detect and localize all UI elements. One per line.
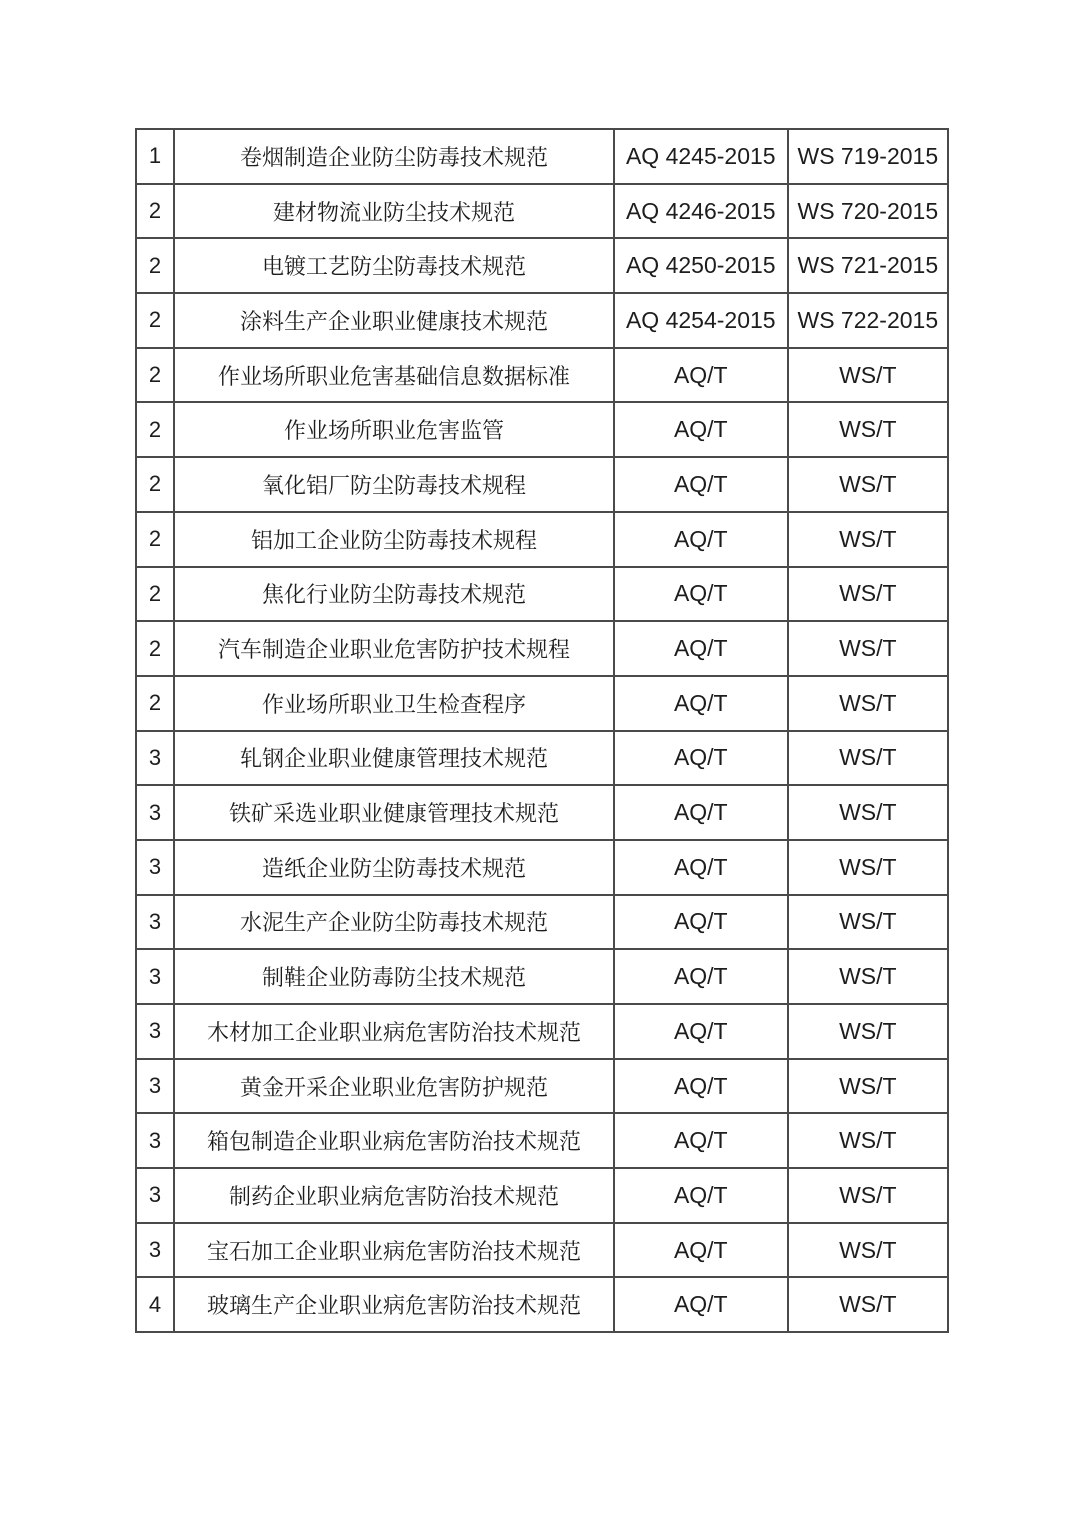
aq-code-cell: AQ 4254-2015: [614, 293, 788, 348]
ws-code-cell: WS/T: [788, 676, 948, 731]
standard-name-cell: 电镀工艺防尘防毒技术规范: [174, 238, 614, 293]
table-row: [136, 731, 948, 786]
ws-code-cell: WS/T: [788, 1223, 948, 1278]
row-index-cell: 2: [136, 512, 174, 567]
standard-name-cell: 铝加工企业防尘防毒技术规程: [174, 512, 614, 567]
ws-code-cell: WS/T: [788, 1277, 948, 1332]
aq-code-cell: AQ/T: [614, 1113, 788, 1168]
table-row: [136, 402, 948, 457]
aq-code-cell: AQ/T: [614, 949, 788, 1004]
aq-code-cell: AQ/T: [614, 1277, 788, 1332]
aq-code-cell: AQ/T: [614, 567, 788, 622]
standard-name-cell: 轧钢企业职业健康管理技术规范: [174, 731, 614, 786]
row-index-cell: 2: [136, 348, 174, 403]
row-index-cell: 2: [136, 621, 174, 676]
table-row: [136, 457, 948, 512]
ws-code-cell: WS/T: [788, 1004, 948, 1059]
ws-code-cell: WS/T: [788, 402, 948, 457]
row-index-cell: 2: [136, 676, 174, 731]
table-row: [136, 1113, 948, 1168]
standard-name-cell: 氧化铝厂防尘防毒技术规程: [174, 457, 614, 512]
standard-name-cell: 造纸企业防尘防毒技术规范: [174, 840, 614, 895]
row-index-cell: 2: [136, 238, 174, 293]
table-row: [136, 512, 948, 567]
aq-code-cell: AQ/T: [614, 1059, 788, 1114]
standard-name-cell: 宝石加工企业职业病危害防治技术规范: [174, 1223, 614, 1278]
standard-name-cell: 建材物流业防尘技术规范: [174, 184, 614, 239]
ws-code-cell: WS/T: [788, 621, 948, 676]
table-row: [136, 676, 948, 731]
row-index-cell: 1: [136, 129, 174, 184]
standard-name-cell: 制鞋企业防毒防尘技术规范: [174, 949, 614, 1004]
aq-code-cell: AQ/T: [614, 895, 788, 950]
standard-name-cell: 木材加工企业职业病危害防治技术规范: [174, 1004, 614, 1059]
standard-name-cell: 玻璃生产企业职业病危害防治技术规范: [174, 1277, 614, 1332]
row-index-cell: 3: [136, 1168, 174, 1223]
ws-code-cell: WS/T: [788, 348, 948, 403]
standard-name-cell: 作业场所职业危害监管: [174, 402, 614, 457]
aq-code-cell: AQ/T: [614, 731, 788, 786]
aq-code-cell: AQ/T: [614, 457, 788, 512]
ws-code-cell: WS/T: [788, 1113, 948, 1168]
table-row: [136, 895, 948, 950]
row-index-cell: 2: [136, 567, 174, 622]
table-row: [136, 949, 948, 1004]
aq-code-cell: AQ/T: [614, 621, 788, 676]
ws-code-cell: WS/T: [788, 1059, 948, 1114]
standard-name-cell: 黄金开采企业职业危害防护规范: [174, 1059, 614, 1114]
table-row: [136, 840, 948, 895]
aq-code-cell: AQ/T: [614, 512, 788, 567]
row-index-cell: 4: [136, 1277, 174, 1332]
standard-name-cell: 箱包制造企业职业病危害防治技术规范: [174, 1113, 614, 1168]
row-index-cell: 3: [136, 1113, 174, 1168]
row-index-cell: 2: [136, 293, 174, 348]
ws-code-cell: WS 719-2015: [788, 129, 948, 184]
ws-code-cell: WS 720-2015: [788, 184, 948, 239]
aq-code-cell: AQ/T: [614, 785, 788, 840]
standard-name-cell: 焦化行业防尘防毒技术规范: [174, 567, 614, 622]
row-index-cell: 3: [136, 1059, 174, 1114]
ws-code-cell: WS/T: [788, 457, 948, 512]
ws-code-cell: WS/T: [788, 895, 948, 950]
table-row: [136, 1277, 948, 1332]
ws-code-cell: WS/T: [788, 840, 948, 895]
ws-code-cell: WS 721-2015: [788, 238, 948, 293]
standard-name-cell: 制药企业职业病危害防治技术规范: [174, 1168, 614, 1223]
aq-code-cell: AQ 4250-2015: [614, 238, 788, 293]
standard-name-cell: 作业场所职业卫生检查程序: [174, 676, 614, 731]
row-index-cell: 3: [136, 840, 174, 895]
table-row: [136, 567, 948, 622]
aq-code-cell: AQ/T: [614, 840, 788, 895]
aq-code-cell: AQ/T: [614, 1223, 788, 1278]
row-index-cell: 2: [136, 402, 174, 457]
standard-name-cell: 作业场所职业危害基础信息数据标准: [174, 348, 614, 403]
table-row: [136, 293, 948, 348]
table-row: [136, 184, 948, 239]
standard-name-cell: 铁矿采选业职业健康管理技术规范: [174, 785, 614, 840]
aq-code-cell: AQ 4245-2015: [614, 129, 788, 184]
table-row: [136, 785, 948, 840]
row-index-cell: 3: [136, 731, 174, 786]
table-row: [136, 1223, 948, 1278]
standard-name-cell: 卷烟制造企业防尘防毒技术规范: [174, 129, 614, 184]
row-index-cell: 2: [136, 457, 174, 512]
row-index-cell: 2: [136, 184, 174, 239]
row-index-cell: 3: [136, 785, 174, 840]
standard-name-cell: 汽车制造企业职业危害防护技术规程: [174, 621, 614, 676]
ws-code-cell: WS 722-2015: [788, 293, 948, 348]
ws-code-cell: WS/T: [788, 567, 948, 622]
row-index-cell: 3: [136, 1223, 174, 1278]
aq-code-cell: AQ/T: [614, 402, 788, 457]
ws-code-cell: WS/T: [788, 785, 948, 840]
table-row: [136, 1059, 948, 1114]
standards-table: [135, 128, 949, 1333]
standard-name-cell: 水泥生产企业防尘防毒技术规范: [174, 895, 614, 950]
aq-code-cell: AQ/T: [614, 348, 788, 403]
table-row: [136, 238, 948, 293]
aq-code-cell: AQ/T: [614, 1004, 788, 1059]
row-index-cell: 3: [136, 1004, 174, 1059]
row-index-cell: 3: [136, 949, 174, 1004]
table-row: [136, 1004, 948, 1059]
aq-code-cell: AQ 4246-2015: [614, 184, 788, 239]
ws-code-cell: WS/T: [788, 731, 948, 786]
aq-code-cell: AQ/T: [614, 1168, 788, 1223]
standard-name-cell: 涂料生产企业职业健康技术规范: [174, 293, 614, 348]
table-row: [136, 129, 948, 184]
aq-code-cell: AQ/T: [614, 676, 788, 731]
table-row: [136, 348, 948, 403]
ws-code-cell: WS/T: [788, 512, 948, 567]
ws-code-cell: WS/T: [788, 949, 948, 1004]
row-index-cell: 3: [136, 895, 174, 950]
ws-code-cell: WS/T: [788, 1168, 948, 1223]
standards-table-body: [136, 129, 948, 1332]
table-row: [136, 1168, 948, 1223]
table-row: [136, 621, 948, 676]
